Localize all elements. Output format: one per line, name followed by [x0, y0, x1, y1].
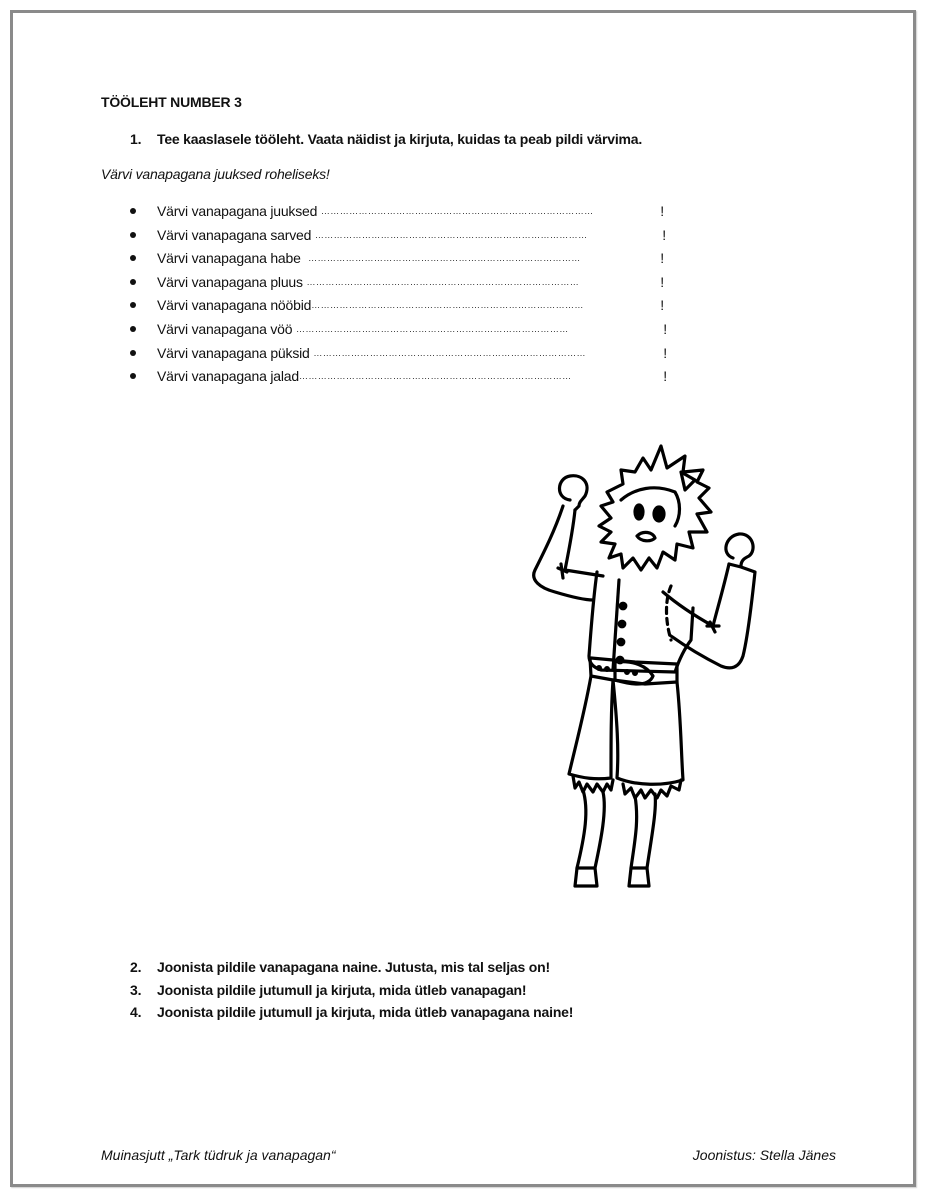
bullet-text: Värvi vanapagana püksid — [157, 344, 314, 361]
bullet-end: ! — [656, 203, 664, 219]
bullet-end: ! — [660, 273, 664, 290]
dotted-leader: …………………………………………………………………………… — [320, 206, 594, 216]
shirt — [589, 572, 693, 672]
bullet-icon — [130, 350, 136, 356]
dotted-leader: …………………………………………………………………………… — [306, 276, 580, 287]
task-text: Joonista pildile jutumull ja kirjuta, mida ütleb vanapagana naine! — [157, 1004, 574, 1020]
list-item — [127, 343, 667, 367]
list-item — [127, 248, 667, 272]
bullet-text: Värvi vanapagana pluus — [157, 273, 307, 290]
face — [621, 488, 680, 526]
bullet-end: ! — [663, 320, 667, 337]
button — [619, 621, 625, 627]
task-3 — [130, 982, 526, 998]
bullet-text: Värvi vanapagana habe — [157, 250, 309, 267]
bullet-list — [127, 201, 667, 390]
task-text: Joonista pildile vanapagana naine. Jutusta, mis tal seljas on! — [157, 959, 550, 975]
left-leg — [577, 790, 604, 868]
bullet-end: ! — [660, 250, 664, 267]
bullet-icon — [130, 279, 136, 285]
right-fist — [726, 534, 753, 566]
task-number: 2. — [130, 959, 142, 975]
list-item — [127, 225, 667, 249]
bullet-icon — [130, 302, 136, 308]
task-number: 1. — [130, 131, 142, 147]
right-foot — [629, 868, 649, 886]
dotted-leader: …………………………………………………………………………… — [311, 300, 584, 311]
bullet-icon — [130, 208, 136, 214]
task-text: Tee kaaslasele tööleht. Vaata näidist ja kirjuta, kuidas ta peab pildi värvima. — [157, 131, 643, 147]
bullet-end: ! — [663, 344, 667, 361]
horn — [681, 472, 695, 490]
eye — [654, 507, 664, 521]
bullet-icon — [130, 232, 136, 238]
list-item — [127, 272, 667, 296]
list-item — [127, 319, 667, 343]
button — [618, 639, 624, 645]
list-item — [127, 201, 667, 225]
bullet-icon — [130, 373, 136, 379]
task-number: 3. — [130, 982, 142, 998]
list-item — [127, 366, 667, 390]
bullet-end: ! — [662, 226, 666, 243]
bullet-text: Värvi vanapagana jalad — [157, 368, 299, 385]
task-2 — [130, 959, 550, 975]
example-sentence: Värvi vanapagana juuksed roheliseks! — [101, 166, 330, 182]
right-leg — [631, 794, 655, 868]
mouth — [637, 532, 655, 540]
bullet-text: Värvi vanapagana sarved — [157, 226, 315, 243]
footer-illustrator: Joonistus: Stella Jänes — [692, 1147, 836, 1163]
dotted-leader: …………………………………………………………………………… — [298, 371, 572, 382]
task-1 — [130, 131, 642, 147]
bullet-icon — [130, 255, 136, 261]
task-text: Joonista pildile jutumull ja kirjuta, mida ütleb vanapagan! — [157, 982, 527, 998]
bullet-end: ! — [663, 368, 667, 385]
eye — [635, 505, 643, 519]
shorts — [569, 676, 613, 779]
bullet-text: Värvi vanapagana nööbid — [157, 297, 312, 314]
button — [620, 603, 626, 609]
list-item — [127, 295, 667, 319]
worksheet-title: TÖÖLEHT NUMBER 3 — [101, 94, 242, 110]
dotted-leader: …………………………………………………………………………… — [313, 347, 586, 358]
bullet-text: Värvi vanapagana juuksed — [157, 203, 321, 219]
bullet-icon — [130, 326, 136, 332]
dotted-leader: …………………………………………………………………………… — [296, 323, 569, 334]
task-4 — [130, 1004, 573, 1020]
task-number: 4. — [130, 1004, 142, 1020]
bullet-text: Värvi vanapagana vöö — [157, 320, 297, 337]
left-foot — [575, 868, 597, 886]
dotted-leader: …………………………………………………………………………… — [308, 253, 581, 264]
footer-story-title: Muinasjutt „Tark tüdruk ja vanapagan“ — [101, 1147, 336, 1163]
ogre-drawing-icon — [525, 440, 775, 895]
bullet-end: ! — [660, 297, 664, 314]
left-arm — [534, 506, 593, 600]
dotted-leader: …………………………………………………………………………… — [314, 229, 588, 240]
